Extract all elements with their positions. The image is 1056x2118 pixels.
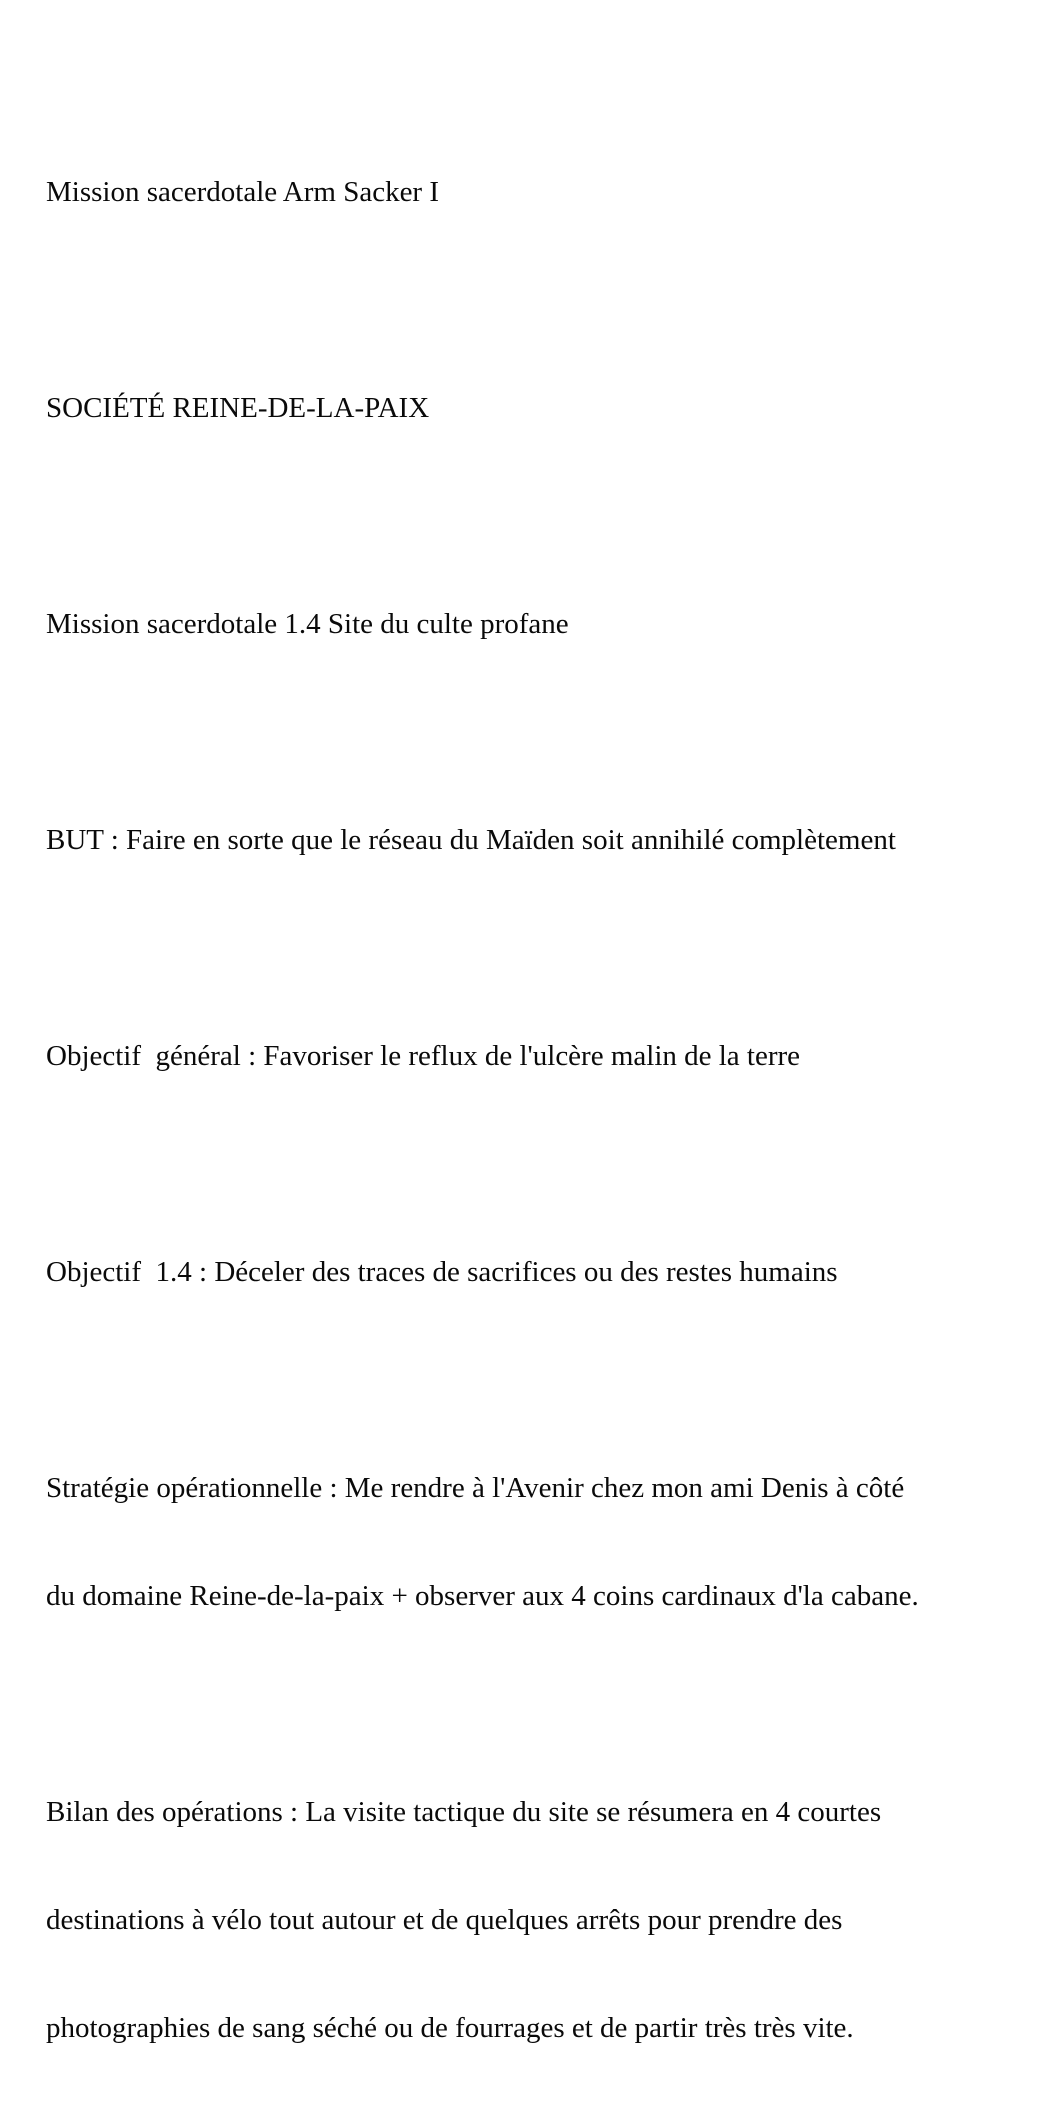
text-line: Stratégie opérationnelle : Me rendre à l'Avenir chez mon ami Denis à côté	[46, 1472, 905, 1504]
text-line: Mission sacerdotale 1.4 Site du culte profane	[46, 608, 569, 640]
paragraph-objectif-general	[46, 966, 1020, 1146]
text-line: Mission sacerdotale Arm Sacker I	[46, 176, 440, 208]
paragraph-strategie	[46, 1398, 1020, 1686]
text-line: SOCIÉTÉ REINE-DE-LA-PAIX	[46, 392, 430, 424]
paragraph-mission-site	[46, 534, 1020, 714]
text-line: Objectif général : Favoriser le reflux de l'ulcère malin de la terre	[46, 1040, 801, 1072]
text-line: Objectif 1.4 : Déceler des traces de sacrifices ou des restes humains	[46, 1256, 838, 1288]
paragraph-but	[46, 750, 1020, 930]
paragraph-bilan	[46, 1722, 1020, 2118]
paragraph-societe-heading	[46, 318, 1020, 498]
text-line: photographies de sang séché ou de fourrages et de partir très très vite.	[46, 2012, 854, 2044]
paragraph-mission-title	[46, 102, 1020, 282]
text-line: du domaine Reine-de-la-paix + observer aux 4 coins cardinaux d'la cabane.	[46, 1580, 919, 1612]
text-line: destinations à vélo tout autour et de quelques arrêts pour prendre des	[46, 1904, 843, 1936]
text-line: BUT : Faire en sorte que le réseau du Maïden soit annihilé complètement	[46, 824, 896, 856]
paragraph-objectif-14	[46, 1182, 1020, 1362]
text-line: Bilan des opérations : La visite tactique du site se résumera en 4 courtes	[46, 1796, 882, 1828]
